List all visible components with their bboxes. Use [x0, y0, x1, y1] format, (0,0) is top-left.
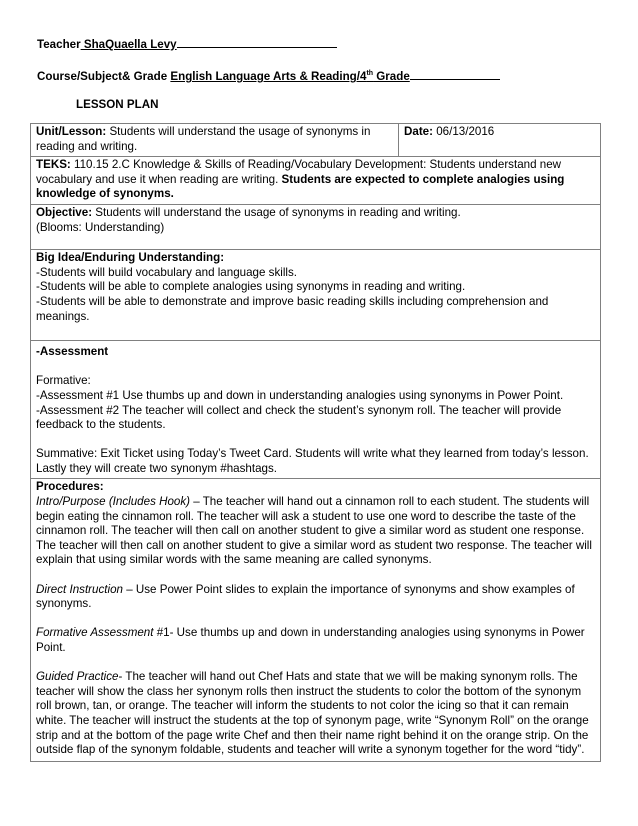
- formative-label: Formative:: [36, 374, 91, 388]
- intro-label: Intro/Purpose (Includes Hook): [36, 495, 191, 509]
- course-line: [37, 68, 500, 85]
- objective-row: [31, 204, 601, 249]
- unit-label: Unit/Lesson:: [36, 125, 107, 138]
- big-idea-item: -Students will build vocabulary and language skills.: [36, 265, 298, 279]
- direct-label: Direct Instruction: [36, 582, 123, 596]
- formative-assessment-1: -Assessment #1 Use thumbs up and down in understanding analogies using synonyms in Power Point.: [36, 388, 564, 402]
- unit-row: [31, 124, 601, 157]
- course-value: English Language Arts & Reading/4th Grade: [170, 70, 410, 83]
- teks-cell: [31, 157, 601, 205]
- big-idea-row: [31, 250, 601, 341]
- guided-paragraph: [36, 670, 595, 758]
- direct-text: – Use Power Point slides to explain the importance of synonyms and show examples of synonyms.: [36, 582, 575, 611]
- objective-label: Objective:: [36, 205, 93, 219]
- big-idea-cell: [31, 250, 601, 341]
- formative-paragraph: [36, 626, 595, 655]
- teks-row: [31, 157, 601, 205]
- big-idea-item: -Students will be able to complete analogies using synonyms in reading and writing.: [36, 280, 466, 294]
- assessment-label: -Assessment: [36, 345, 109, 359]
- big-idea-label: Big Idea/Enduring Understanding:: [36, 251, 225, 265]
- formative-assessment-label: Formative Assessment: [36, 626, 154, 640]
- assessment-cell: [31, 341, 601, 479]
- lesson-plan-table: [30, 123, 601, 762]
- guided-label: Guided Practice: [36, 670, 119, 684]
- lesson-plan-title: LESSON PLAN: [76, 98, 159, 111]
- teacher-blank-line: [177, 36, 337, 48]
- course-blank-line: [410, 68, 500, 80]
- formative-assessment-text: #1- Use thumbs up and down in understanding analogies using synonyms in Power Point.: [36, 626, 585, 654]
- date-label: Date:: [404, 125, 433, 138]
- objective-blooms: (Blooms: Understanding): [36, 220, 165, 234]
- procedures-row: [31, 479, 601, 761]
- teacher-line: [37, 36, 337, 53]
- date-cell: [399, 124, 601, 157]
- objective-text: Students will understand the usage of synonyms in reading and writing.: [92, 205, 461, 219]
- unit-cell: [31, 124, 399, 157]
- intro-text: – The teacher will hand out a cinnamon roll to each student. The students will begin eating the cinnamon roll. The teacher will ask a student to use one word to describe the taste of the cinnamon roll. The teacher will then call on another student to give a similar word as student one response. The teacher will then call on another student to give a similar word as student two response. The teacher will explain that using similar words with the same meaning are called synonyms.: [36, 495, 592, 567]
- objective-cell: [31, 204, 601, 249]
- big-idea-item: -Students will be able to demonstrate and improve basic reading skills including comprehension and meanings.: [36, 294, 549, 323]
- teacher-label: Teacher: [37, 38, 81, 51]
- course-sup: th: [366, 70, 374, 78]
- guided-text: - The teacher will hand out Chef Hats and state that we will be making synonym rolls. The teacher will show the class her synonym rolls then instruct the students to color the bottom of the synonym roll brown, tan, or orange. The teacher will inform the students to not color the icing so that it can remain white. The teacher will instruct the students at the top of synonym page, write “Synonym Roll” on the orange strip and at the bottom of the page write Chef and then their name right behind it on the orange strip. On the outside flap of the synonym foldable, students and teacher will write a synonym together for the word “tidy”.: [36, 670, 589, 757]
- teks-label: TEKS:: [36, 158, 71, 172]
- procedures-cell: [31, 479, 601, 761]
- date-value: 06/13/2016: [433, 125, 495, 138]
- assessment-row: [31, 341, 601, 479]
- intro-paragraph: [36, 495, 595, 568]
- course-label: Course/Subject& Grade: [37, 70, 168, 83]
- teks-bold-text: Students are expected to complete analogies using knowledge of synonyms.: [36, 172, 565, 201]
- summative-assessment: Summative: Exit Ticket using Today’s Tweet Card. Students will write what they learned from today’s lesson. Lastly they will create two synonym #hashtags.: [36, 447, 589, 475]
- direct-paragraph: [36, 583, 595, 612]
- teacher-name: ShaQuaella Levy: [80, 38, 177, 51]
- teks-text: 110.15 2.C Knowledge & Skills of Reading/Vocabulary Development: Students understand new vocabulary and use it when reading are writing.: [36, 158, 562, 186]
- procedures-label: Procedures:: [36, 480, 104, 494]
- formative-assessment-2: -Assessment #2 The teacher will collect and check the student’s synonym roll. The teacher will provide feedback to the students.: [36, 403, 562, 432]
- unit-text: Students will understand the usage of synonyms in reading and writing.: [36, 125, 371, 153]
